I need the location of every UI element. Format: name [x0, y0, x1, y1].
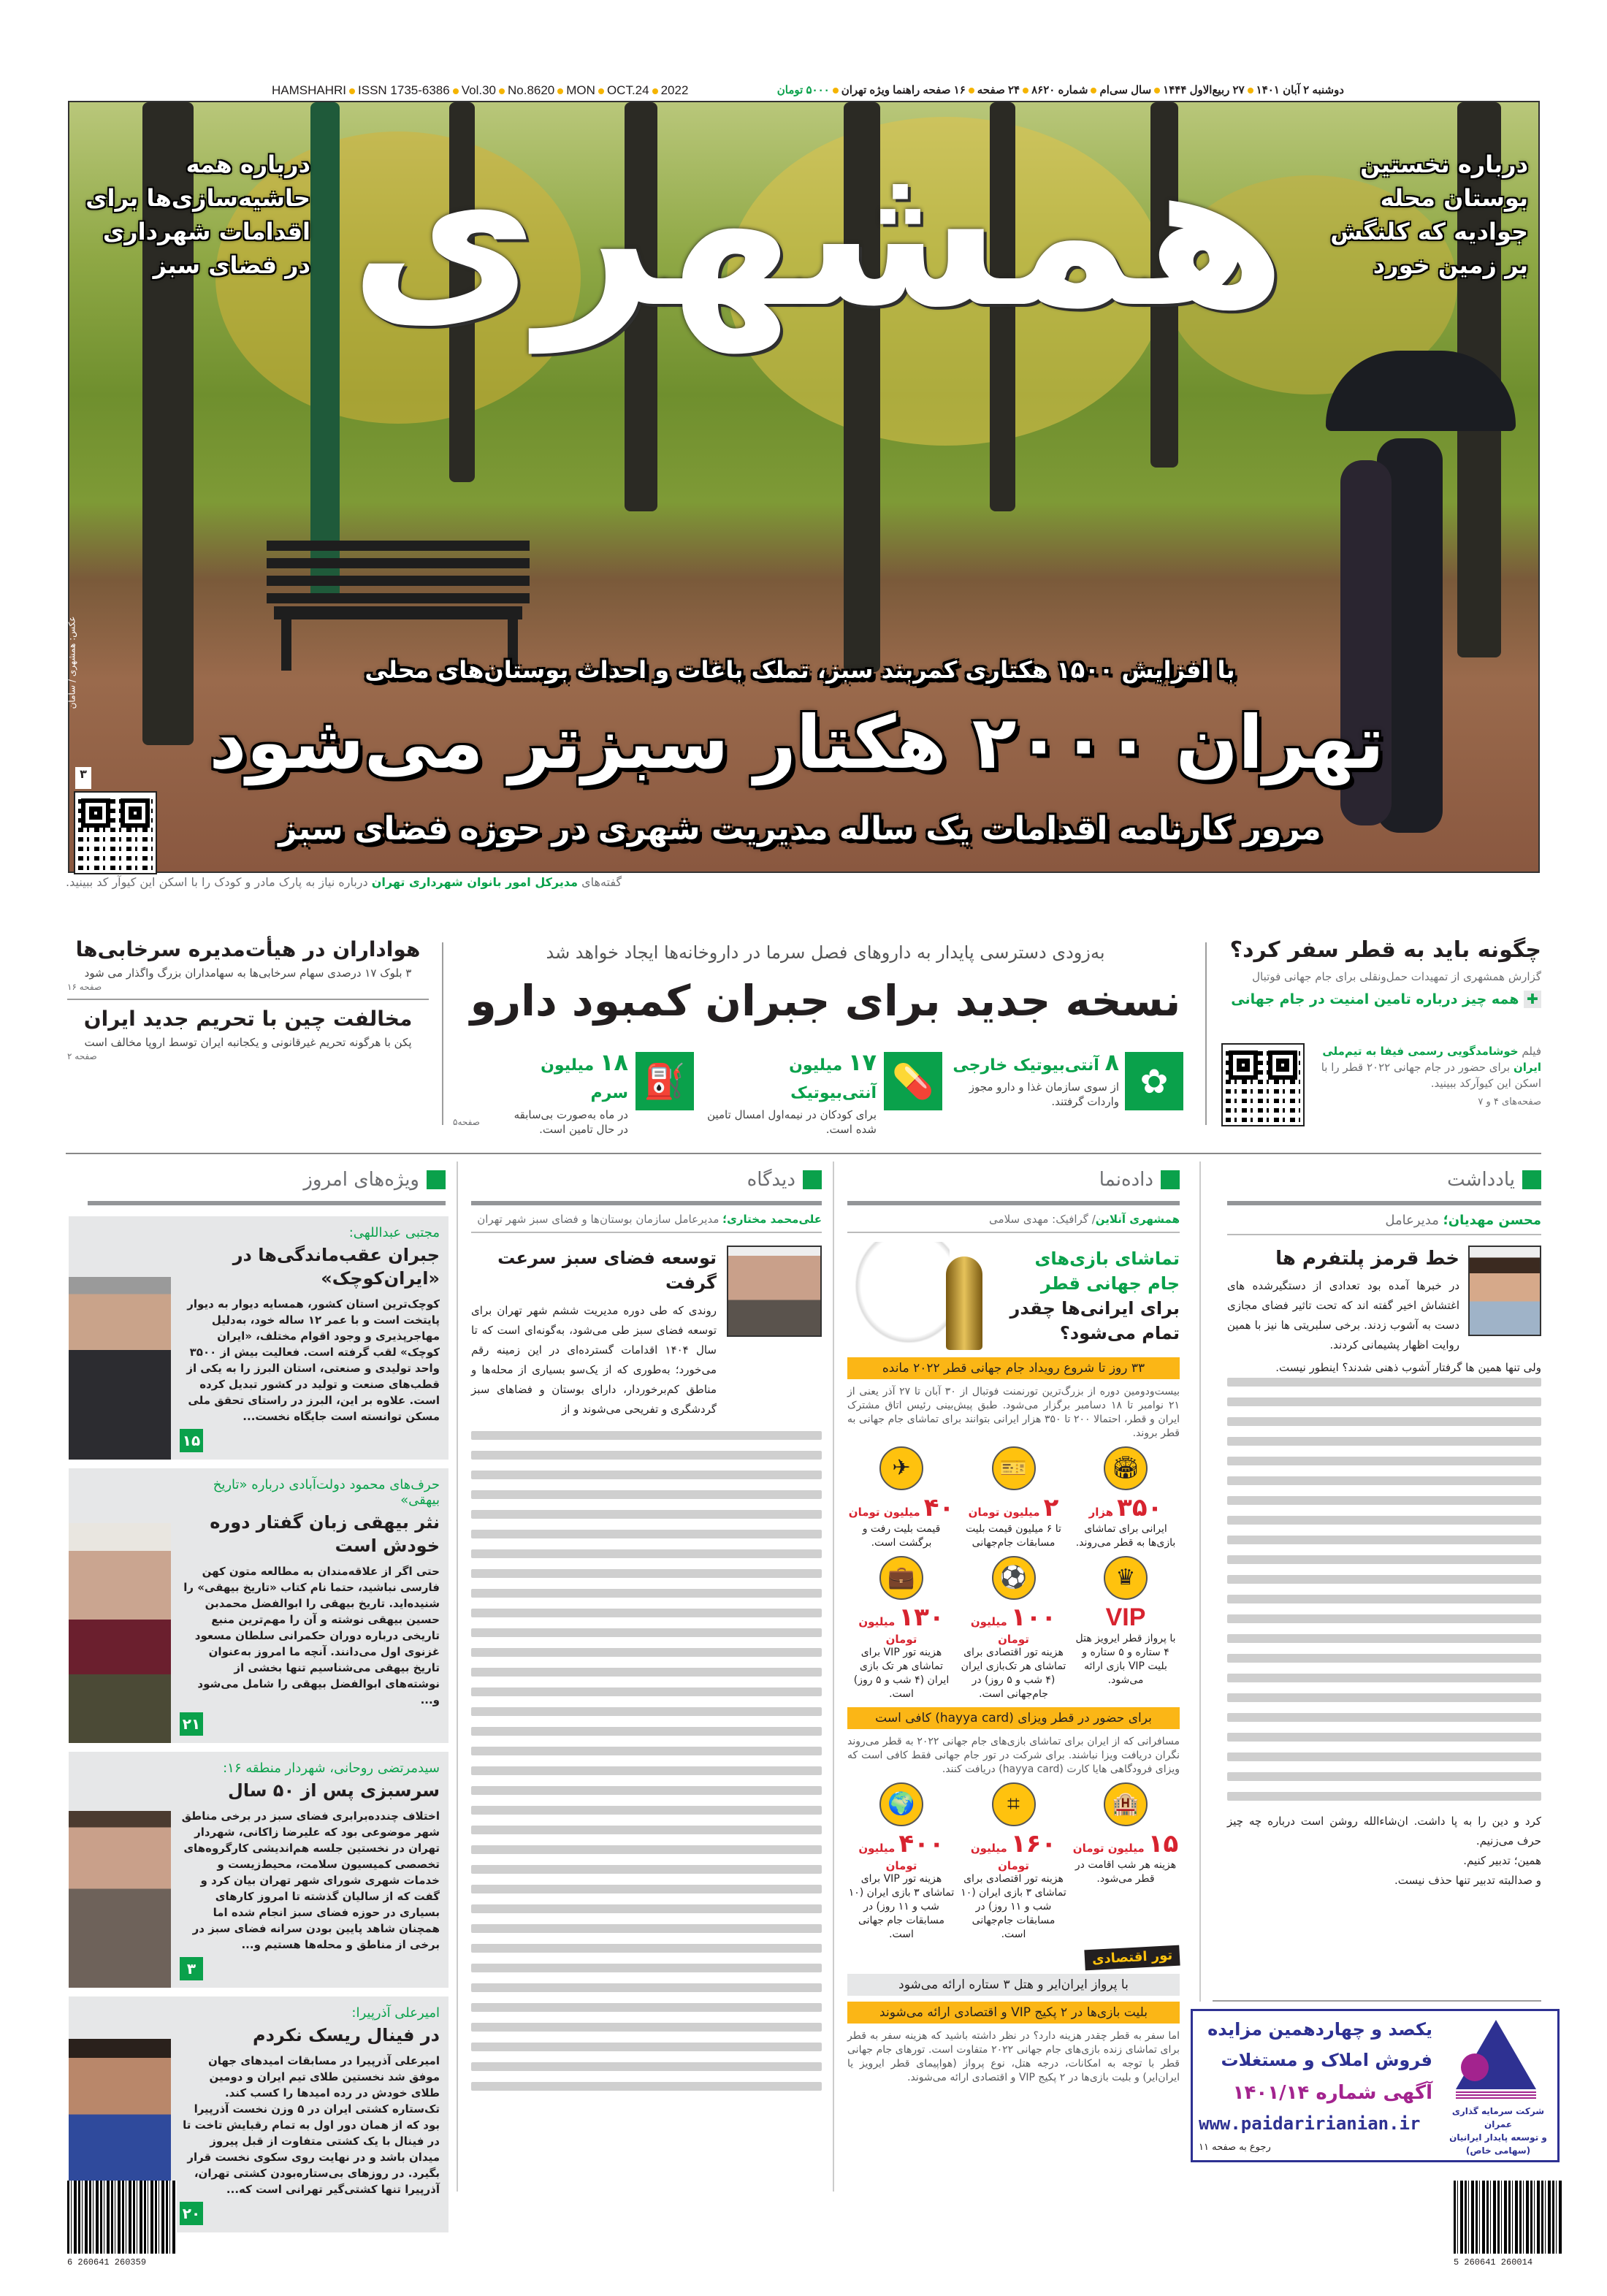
- mascot-illustration: [847, 1242, 950, 1351]
- sports-teaser[interactable]: هواداران در هیأت‌مدیره سرخابی‌ها ۳ بلوک ۱۷ درصدی سهام سرخابی‌ها به سهامداران بزرگ واگذار می شود صفحه ۱۶: [67, 937, 421, 992]
- airplane-icon: ✈: [879, 1446, 923, 1490]
- china-teaser[interactable]: مخالفت چین با تحریم جدید ایران پکن با هرگونه تحریم غیرقانونی و یکجانبه ایران توسط اروپا مخالف است صفحه ۲: [67, 1007, 413, 1061]
- page-number: ۳: [180, 1957, 203, 1980]
- auction-ad[interactable]: یکصد و چهاردهمین مزایده فروش املاک و مستغلات آگهی شماره ۱۴۰۱/۱۴ www.paidaririanian.ir رجوع به صفحه ۱۱ شرکت سرمایه گذاری عمران و توسعه پایدار ایرانیان (سهامی خاص): [1191, 2009, 1560, 2162]
- soccer-ball-icon: ⚽: [992, 1556, 1036, 1600]
- infographic-para2: مسافرانی که از ایران برای تماشای بازی‌های جام جهانی ۲۰۲۲ به قطر می‌روند نگران دریافت ویزا نباشند. برای شرکت در تور جام جهانی فقط کافی است که ویزای فرودگاهی هایا کارت (hayya card) دریافت کنند.: [847, 1736, 1180, 1775]
- feature-card-beyhaghi[interactable]: حرف‌های محمود دولت‌آبادی درباره «تاریخ بیهقی» نثر بیهقی زبان گفتار دوره خودش است حتی اگر از علاقه‌مندان به مطالعه متون کهن فارسی نباشید، حتما نام کتاب «تاریخ بیهقی» را شنیده‌اید. تاریخ بیهقی را ابوالفضل محمدبن حسین بیهقی نوشته و آن را مهم‌ترین منبع تاریخی درباره دوران حکمرانی سلطان مسعود غزنوی اول می‌دانند. آنچه ما امروز به‌عنوان تاریخ بیهقی می‌شناسیم تنها بخشی از نوشته‌های ابوالفضل بیهقی را شامل می‌شود و... ۲۱: [69, 1468, 448, 1743]
- visa-bar: برای حضور در قطر ویزای (hayya card) کافی است: [847, 1707, 1180, 1729]
- drug-kicker: به‌زودی دسترسی پایدار به داروهای فصل سرما در داروخانه‌ها ایجاد خواهد شد: [546, 942, 1105, 963]
- section-viewpoint: دیدگاه: [471, 1169, 822, 1205]
- viewpoint-column: [471, 1246, 822, 2102]
- page-number: ۲۱: [180, 1712, 203, 1736]
- drug-page: صفحه۵: [453, 1117, 480, 1127]
- barcode-left: [67, 2181, 177, 2254]
- band-left: [67, 937, 429, 1062]
- lead-headline[interactable]: تهران ۲۰۰۰ هکتار سبزتر می‌شود: [209, 700, 1384, 785]
- section-note: یادداشت: [1227, 1169, 1541, 1205]
- lead-kicker: با افزایش ۱۵۰۰ هکتاری کمربند سبز، تملک باغات و احداث بوستان‌های محلی: [364, 656, 1235, 684]
- plus-icon: ✚: [1524, 991, 1541, 1008]
- price: ۵۰۰۰ تومان: [776, 84, 830, 96]
- barcode-left-number: 6 260641 260359: [67, 2257, 147, 2268]
- worldcup-travel-teaser[interactable]: چگونه باید به قطر سفر کرد؟ گزارش همشهری از تمهیدات حمل‌ونقلی برای جام جهانی فوتبال ✚ همه چیز درباره تامین امنیت در جام جهانی: [1229, 937, 1541, 1007]
- qr-caption: گفته‌های مدیرکل امور بانوان شهرداری تهران درباره نیاز به پارک مادر و کودک را با اسکن این کیوآر کد ببینید.: [66, 875, 622, 889]
- barcode-right-number: 5 260641 260014: [1454, 2257, 1533, 2268]
- feature-card-alborz[interactable]: مجتبی عبداللهی: جبران عقب‌ماندگی‌ها در «ایران‌کوچک» کوچک‌ترین استان کشور، همسایه دیوار به دیوار پایتخت است و با عمر ۱۲ ساله خود، به‌دلیل مهاجرپذیری و وجود اقوام مختلف، «ایران کوچک» لقب گرفته است. فعالیت بیش از ۳۵۰۰ واحد تولیدی و صنعتی، استان البرز را به یکی از قطب‌های صنعت و تولید در کشور تبدیل کرده است. علاوه بر این، البرز در راستای تحقق ملی مسکن توانسته است جایگاه نخست... ۱۵: [69, 1216, 448, 1460]
- globe-plane-icon: 🌍: [879, 1782, 923, 1826]
- economy-tour-bar: با پرواز ایران‌ایر و هتل ۳ ستاره ارائه می‌شود: [847, 1974, 1180, 1996]
- capsule-icon: 💊: [884, 1052, 942, 1110]
- feature-photo-rouhani: [69, 1752, 171, 1988]
- teaser-left[interactable]: درباره همه حاشیه‌سازی‌ها برای اقدامات شهرداری در فضای سبز: [85, 150, 310, 279]
- viewpoint-body: [471, 1431, 822, 2091]
- infographic-title: تماشای بازی‌های جام جهانی قطر برای ایرانی‌ها چقدر تمام می‌شود؟: [1009, 1248, 1180, 1343]
- feature-card-azarpira[interactable]: امیرعلی آذرپیرا: در فینال ریسک نکردم امیرعلی آذرپیرا در مسابقات امیدهای جهان موفق شد نخستین طلای تیم ایران و دومین طلای خودش در رده امیدها را کسب کند. تک‌ستاره کشتی ایران در ۵ وزن نخست آذرپیرا بود که از همان دور اول به تمام رقبایش تاخت تا در فینال با یک کشتی متفاوت از قبل پیروز میدان باشد و در نهایت روی سکوی نخست قرار بگیرد. در روزهای بی‌ستاره‌بودن کشتی تهران، آذرپیرا تنها کشتی‌گیر تهرانی است که... ۲۰: [69, 1996, 448, 2232]
- world-cup-trophy: [946, 1256, 982, 1350]
- note-author-photo: [1468, 1246, 1541, 1336]
- stat-travelers: 🏟 ۳۵۰ هزار ایرانی برای تماشای بازی‌ها به قطر می‌روند.: [1072, 1446, 1180, 1550]
- ad-url[interactable]: www.paidaririanian.ir: [1199, 2113, 1421, 2134]
- stat-vip-3: 🌍 ۴۰۰ میلیون تومان هزینه تور VIP برای تماشای ۳ بازی ایران (۱۰ شب و ۱۱ روز) در مسابقات جام جهانی است.: [847, 1782, 955, 1942]
- page-number: ۱۵: [180, 1429, 203, 1452]
- infographic-para3: اما سفر به قطر چقدر هزینه دارد؟ در نظر داشته باشید که هزینه سفر به قطر برای تماشای زنده بازی‌های جام جهانی ۲۰۲۲ متفاوت است. تورهای جام جهانی قطر با توجه به امکانات، درجه هتل، نوع پرواز (هواپیمای قطر ایرویز یا ایران‌ایر) و بلیت بازی‌ها در ۲ پکیج VIP و اقتصادی ارائه می‌شوند.: [847, 2030, 1180, 2083]
- note-byline: محسن مهدیان؛ مدیرعامل: [1227, 1213, 1541, 1235]
- infographic-credit: همشهری آنلاین/ گرافیک: مهدی سلامی: [847, 1213, 1180, 1233]
- infographic-para1: بیست‌ودومین دوره از بزرگ‌ترین تورنمنت فوتبال از ۳۰ آبان تا ۲۷ آذر یعنی از ۲۱ نوامبر تا ۱۸ دسامبر برگزار می‌شود. طبق پیش‌بینی رئیس اتاق مشترک ایران و قطر، احتمالا ۲۰۰ تا ۳۵۰ هزار ایرانی بتوانند برای تماشای جام جهانی به قطر بروند.: [847, 1386, 1180, 1439]
- economy-tour-tag: تور اقتصادی: [1084, 1945, 1180, 1971]
- feature-photo-abdollahi: [69, 1216, 171, 1460]
- stat-hotel: 🏨 ۱۵ میلیون تومان هزینه هر شب اقامت در قطر می‌شود.: [1072, 1782, 1180, 1942]
- ticket-icon: 🎫: [992, 1446, 1036, 1490]
- stat-ticket: 🎫 ۲ میلیون تومان تا ۶ میلیون قیمت بلیت مسابقات جام‌جهانی: [960, 1446, 1068, 1550]
- stadium-icon: 🏟: [1104, 1446, 1148, 1490]
- feature-card-rouhani[interactable]: سیدمرتضی روحانی، شهردار منطقه ۱۶: سرسبزی پس از ۵۰ سال اختلاف چندده‌برابری فضای سبز در برخی مناطق شهر موضوعی بود که علیرضا زاکانی، شهردار تهران در نخستین جلسه هم‌اندیشی کارگروه‌های تخصصی کمیسیون سلامت، محیط‌زیست و خدمات شهری شورای شهر تهران بیان کرد و گفت که از سالیان گذشته تا امروز کارهای بسیاری در حوزه فضای سبز انجام شده اما همچنان شاهد پایین بودن سرانه فضای سبز در برخی از مناطق و محله‌ها هستیم و... ۳: [69, 1752, 448, 1988]
- stat-flight: ✈ ۴۰ میلیون تومان قیمت بلیت رفت و برگشت است.: [847, 1446, 955, 1550]
- features-list: [69, 1216, 448, 2232]
- section-infographic: داده‌نما: [847, 1169, 1180, 1205]
- lead-qr-code[interactable]: [75, 793, 156, 873]
- infographic: [847, 1242, 1180, 2085]
- stat-vip-single: 💼 ۱۳۰ میلیون تومان هزینه تور VIP برای تماشای هر تک بازی ایران (۴ شب و ۵ روز) است.: [847, 1556, 955, 1701]
- viewpoint-headline[interactable]: توسعه فضای سبز سرعت گرفت: [497, 1248, 717, 1293]
- goal-icon: ⌗: [992, 1782, 1036, 1826]
- iv-bag-icon: ⛽: [635, 1052, 694, 1110]
- note-column: [1227, 1246, 1541, 1891]
- teaser-right[interactable]: درباره نخستین بوستان محله جوادیه که کلنگش بر زمین خورد: [1330, 150, 1528, 279]
- note-headline[interactable]: خط قرمز پلتفرم ها: [1275, 1248, 1459, 1270]
- barcode-right: [1454, 2181, 1563, 2254]
- lead-photo: [68, 101, 1540, 873]
- hotel-icon: 🏨: [1104, 1782, 1148, 1826]
- photo-credit: عکس: همشهری / سامان: [66, 616, 77, 709]
- crown-icon: ♛: [1104, 1556, 1148, 1600]
- viewpoint-lead: روندی که طی دوره مدیریت ششم شهر تهران برای توسعه فضای سبز طی می‌شود، به‌گونه‌ای است که تا سال ۱۴۰۴ اقدامات گسترده‌ای در این زمینه رقم می‌خورد؛ به‌طوری که از یک‌سو بسیاری از محله‌ها و مناطق کم‌برخوردار، دارای بوستان و فضاهای سبز گردشگری و تفریحی می‌شوند و از: [471, 1304, 717, 1416]
- stat-economy-3: ⌗ ۱۶۰ میلیون تومان هزینه تور اقتصادی برای تماشای ۳ بازی ایران (۱۰ شب و ۱۱ روز) در مسابقات جام‌جهانی است.: [960, 1782, 1068, 1942]
- stat-vip: ♛ VIP با پرواز قطر ایرویز هتل ۴ ستاره و ۵ ستاره و بلیت VIP بازی ارائه می‌شود.: [1072, 1556, 1180, 1701]
- lead-page-number: ۳: [75, 767, 91, 789]
- dateline-persian: دوشنبه ۲ آبان ۱۴۰۱۲۷ ربیع‌الاول ۱۴۴۴سال سی‌امشماره ۸۶۲۰۲۴ صفحه۱۶ صفحه راهنما ویژه تهران۵۰۰۰ تومان: [776, 84, 1344, 96]
- dateline-latin: HAMSHAHRI ISSN 1735-6386 Vol.30 No.8620 MON OCT.24 2022: [272, 83, 689, 97]
- fifa-video-teaser: فیلم خوشامدگویی رسمی فیفا به تیم‌ملی ایران برای حضور در جام جهانی ۲۰۲۲ قطر را با اسکن این کیوآرکد ببینید. صفحه‌های ۴ و ۷: [1321, 1045, 1541, 1107]
- note-body: ولی تنها همین ها گرفتار آشوب ذهنی شدند؟ اینطور نیست. کرد و دین را به پا داشت. ان‌شاءالله روشن است درباره چه چیز حرف می‌زنیم. همین؛ تدبیر کنیم. و صدالبته تدبیر تنها حذف نیست.: [1227, 1361, 1541, 1887]
- viewpoint-author-photo: [727, 1246, 822, 1337]
- packages-bar: بلیت بازی‌ها در ۲ پکیج VIP و اقتصادی ارائه می‌شوند: [847, 2002, 1180, 2024]
- page-number: ۲۰: [180, 2202, 203, 2225]
- worldcup-qr-code[interactable]: [1223, 1045, 1303, 1125]
- lead-subhead: مرور کارنامه اقدامات یک ساله مدیریت شهری در حوزه فضای سبز: [278, 810, 1321, 847]
- drug-headline[interactable]: نسخه جدید برای جبران کمبود دارو: [470, 976, 1181, 1026]
- stat-economy-single: ⚽ ۱۰۰ میلیون تومان هزینه تور اقتصادی برای تماشای هر تک‌بازی ایران (۴ شب و ۵ روز) در جام‌جهانی است.: [960, 1556, 1068, 1701]
- countdown-bar: ۳۳ روز تا شروع رویداد جام جهانی قطر ۲۰۲۲ مانده: [847, 1357, 1180, 1379]
- pills-icon: ✿: [1125, 1052, 1183, 1110]
- note-lead: در خبرها آمده بود تعدادی از دستگیرشده های اغتشاش اخیر گفته اند که تحت تاثیر فضای مجازی دست به آشوب زدند. برخی سلبریتی ها نیز با همین روایت اظهار پشیمانی کردند.: [1227, 1279, 1459, 1351]
- drug-facts: ✿ ۸ آنتی‌بیوتیک خارجی از سوی سازمان غذا و دارو مجوز واردات گرفتند. 💊 ۱۷ میلیون آنتی‌بیوتیک برای کودکان در نیمه‌اول امسال تامین شده است. ⛽ ۱۸ میلیون سرم در ماه به‌صورت بی‌سابقه در حال تامین است. صفحه۵: [453, 1052, 1183, 1129]
- suitcase-icon: 💼: [879, 1556, 923, 1600]
- masthead-logo: همشهری: [349, 115, 1287, 353]
- viewpoint-byline: علی‌محمد مختاری؛ مدیرعامل سازمان بوستان‌ها و فضای سبز شهر تهران: [471, 1213, 822, 1233]
- section-features: ویژه‌های امروز: [88, 1169, 446, 1205]
- feature-photo-dolatabadi: [69, 1468, 171, 1743]
